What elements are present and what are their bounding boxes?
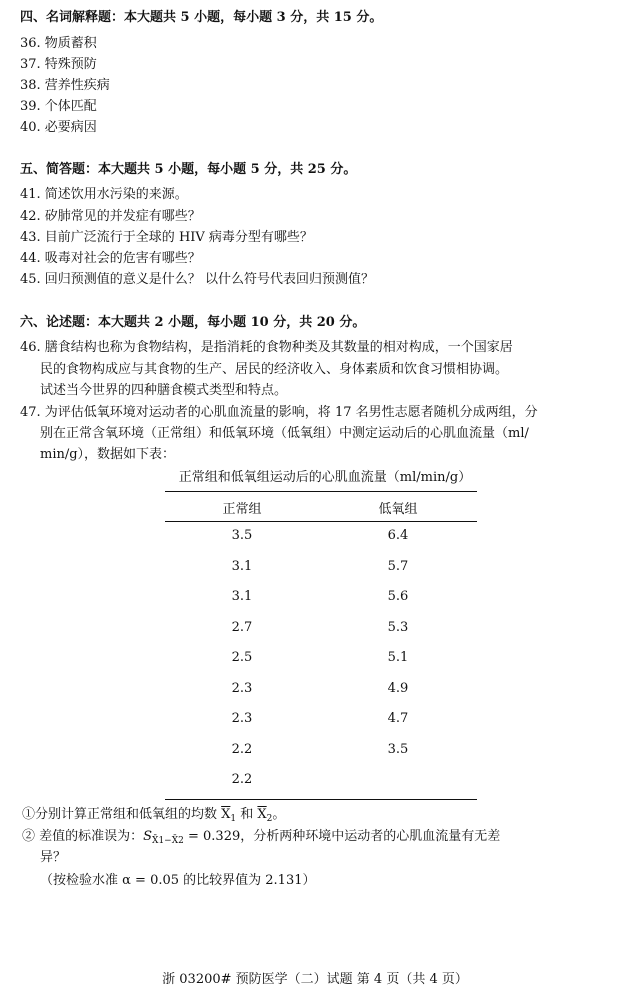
table-cell-normal: 2.3	[231, 680, 253, 696]
significance-note: （按检验水准 α = 0.05 的比较界值为 2.131）	[40, 873, 316, 888]
x-bar-1-subscript: 1	[230, 814, 237, 824]
question-38: 38. 营养性疾病	[20, 78, 110, 93]
question-46-line-1: 46. 膳食结构也称为食物结构，是指消耗的食物种类及其数量的相对构成，一个国家居	[20, 340, 513, 355]
question-37: 37. 特殊预防	[20, 57, 97, 72]
section4-heading: 四、名词解释题：本大题共 5 小题，每小题 3 分，共 15 分。	[20, 10, 383, 25]
question-45: 45. 回归预测值的意义是什么？ 以什么符号代表回归预测值？	[20, 272, 374, 287]
question-47-line-3: min/g），数据如下表：	[40, 447, 176, 462]
table-cell-normal: 3.1	[231, 558, 253, 574]
table-cell-normal: 2.2	[231, 741, 253, 757]
question-36: 36. 物质蓄积	[20, 36, 97, 51]
x-bar-2-subscript: 2	[266, 814, 273, 824]
table-cell-normal: 3.1	[231, 589, 253, 604]
sub-question-1-end: 。	[272, 807, 286, 822]
sub-question-2-text: ② 差值的标准误为：	[22, 829, 144, 844]
question-47-line-2: 别在正常含氧环境（正常组）和低氧环境（低氧组）中测定运动后的心肌血流量（ml/	[40, 426, 529, 441]
question-46-line-2: 民的食物构成应与其食物的生产、居民的经济收入、身体素质和饮食习惯相协调。	[40, 362, 509, 377]
sub-question-2	[22, 828, 500, 850]
table-header-rule	[165, 521, 477, 522]
sub-question-1	[22, 806, 285, 828]
table-cell-hypoxia: 4.7	[387, 711, 409, 726]
table-cell-normal: 2.2	[231, 772, 253, 787]
table-cell-hypoxia: 3.5	[387, 741, 409, 757]
table-header-hypoxia: 低氧组	[378, 502, 418, 517]
table-bottom-rule	[165, 799, 477, 800]
table-cell-hypoxia: 6.4	[387, 528, 409, 543]
question-39: 39. 个体匹配	[20, 99, 97, 114]
table-cell-hypoxia: 5.1	[387, 650, 409, 665]
standard-error-symbol: S	[143, 829, 153, 844]
question-47-line-1: 47. 为评估低氧环境对运动者的心肌血流量的影响，将 17 名男性志愿者随机分成两组，分	[20, 405, 538, 420]
question-40: 40. 必要病因	[20, 120, 97, 135]
standard-error-subscript: X̄1−X̄2	[152, 836, 184, 846]
and-word: 和	[236, 807, 258, 822]
question-43: 43. 目前广泛流行于全球的 HIV 病毒分型有哪些？	[20, 230, 313, 245]
sub-question-2-value: = 0.329，分析两种环境中运动者的心肌血流量有无差	[183, 829, 501, 844]
x-bar-1-symbol: $\overline{X}$	[221, 807, 231, 822]
question-44: 44. 吸毒对社会的危害有哪些？	[20, 251, 201, 266]
table-cell-hypoxia: 5.6	[387, 589, 409, 604]
x-bar-2-symbol: $\overline{X}$	[257, 807, 267, 822]
table-cell-hypoxia: 5.7	[387, 558, 409, 574]
table-cell-hypoxia: 4.9	[387, 680, 409, 696]
table-header-normal: 正常组	[222, 502, 262, 517]
table-cell-hypoxia: 5.3	[387, 619, 409, 635]
section6-heading: 六、论述题：本大题共 2 小题，每小题 10 分，共 20 分。	[20, 315, 366, 330]
table-cell-normal: 2.7	[231, 619, 253, 635]
table-cell-normal: 2.3	[231, 711, 253, 726]
sub-question-1-text: ①分别计算正常组和低氧组的均数	[22, 807, 222, 822]
section5-heading: 五、简答题：本大题共 5 小题，每小题 5 分，共 25 分。	[20, 162, 357, 177]
question-41: 41. 简述饮用水污染的来源。	[20, 187, 188, 202]
table-cell-normal: 3.5	[231, 528, 253, 543]
question-42: 42. 矽肺常见的并发症有哪些？	[20, 209, 201, 224]
page-footer: 浙 03200# 预防医学（二）试题 第 4 页（共 4 页）	[162, 972, 468, 987]
question-46-line-3: 试述当今世界的四种膳食模式类型和特点。	[40, 383, 288, 398]
sub-question-2-continuation: 异？	[40, 850, 67, 865]
table-title: 正常组和低氧组运动后的心肌血流量（ml/min/g）	[178, 470, 472, 485]
table-top-rule	[165, 491, 477, 492]
table-cell-normal: 2.5	[231, 650, 253, 665]
